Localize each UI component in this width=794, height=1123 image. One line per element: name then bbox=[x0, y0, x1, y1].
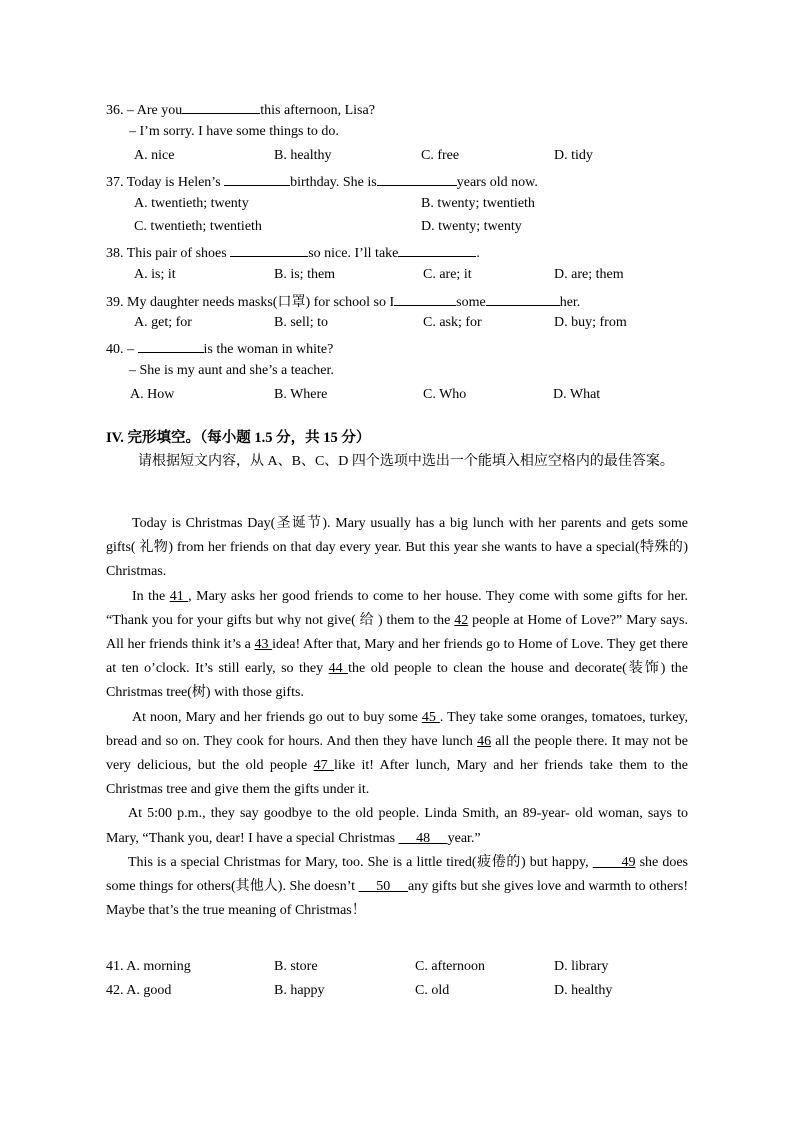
passage-paragraph-5 bbox=[106, 851, 688, 924]
passage-paragraph-4 bbox=[106, 802, 688, 850]
q42-option-c[interactable]: C. old bbox=[415, 983, 450, 998]
q37-option-a[interactable]: A. twentieth; twenty bbox=[134, 196, 249, 211]
q37-blank-1[interactable] bbox=[224, 171, 290, 186]
q37-text-b: birthday. She is bbox=[290, 175, 377, 190]
p4-text-a: At 5:00 p.m., they say goodbye to the old people. Linda Smith, an 89-year- old woman, says to Mary, “Thank you, dear! I have a special Christmas bbox=[106, 806, 688, 846]
passage-paragraph-3 bbox=[106, 706, 688, 803]
q39-option-a[interactable]: A. get; for bbox=[134, 315, 192, 330]
q38-option-a[interactable]: A. is; it bbox=[134, 267, 176, 282]
q41-option-d[interactable]: D. library bbox=[554, 959, 609, 974]
section-heading: IV. 完形填空。（每小题 1.5 分，共 15 分） bbox=[106, 430, 371, 446]
p2-text-b: , Mary asks her good friends to come to her house. They come with some gifts for her. “Thank you for your gifts but why not give( 给 ) them to the bbox=[106, 588, 688, 628]
blank-50[interactable]: 50 bbox=[358, 879, 409, 895]
q37-blank-2[interactable] bbox=[377, 171, 457, 186]
blank-48[interactable]: 48 bbox=[398, 830, 448, 846]
question-40-reply: – She is my aunt and she’s a teacher. bbox=[129, 363, 334, 378]
q38-text-b: so nice. I’ll take bbox=[308, 246, 399, 261]
p2-text-e: the old people to clean the house and decorate(装饰) the Christmas tree(树) with those gifts. bbox=[106, 661, 689, 701]
p2-text-a: In the bbox=[132, 588, 170, 604]
p2-text-d: idea! After that, Mary and her friends go to Home of Love. They get there at ten o’clock. It’s still early, so they bbox=[106, 637, 688, 677]
q37-text-a: 37. Today is Helen’s bbox=[106, 175, 225, 190]
q36-option-b[interactable]: B. healthy bbox=[274, 148, 332, 163]
q41-option-c[interactable]: C. afternoon bbox=[415, 959, 485, 974]
q36-option-d[interactable]: D. tidy bbox=[554, 148, 593, 163]
q42-option-a[interactable]: 42. A. good bbox=[106, 983, 172, 998]
q39-text-c: her. bbox=[559, 295, 581, 310]
q40-option-c[interactable]: C. Who bbox=[423, 387, 467, 402]
q39-text-a: 39. My daughter needs masks(口罩) for school so I bbox=[106, 295, 395, 310]
passage-paragraph-1: Today is Christmas Day(圣诞节). Mary usually has a big lunch with her parents and gets some gifts( 礼物) from her friends on that day every year. But this year she wants to have a special(特殊的) Christmas. bbox=[106, 516, 688, 580]
p5-text-a: This is a special Christmas for Mary, too. She is a little tired(疲倦的) but happy, bbox=[128, 854, 593, 870]
q42-option-d[interactable]: D. healthy bbox=[554, 983, 613, 998]
q36-option-c[interactable]: C. free bbox=[421, 148, 460, 163]
blank-44[interactable]: 44 bbox=[328, 661, 349, 677]
q41-option-a[interactable]: 41. A. morning bbox=[106, 959, 191, 974]
q40-text-a: 40. – bbox=[106, 342, 138, 357]
blank-45[interactable]: 45 bbox=[421, 709, 440, 725]
q38-blank-2[interactable] bbox=[398, 242, 476, 257]
q40-text-b: is the woman in white? bbox=[203, 342, 334, 357]
p3-text-a: At noon, Mary and her friends go out to buy some bbox=[132, 709, 422, 725]
question-39-stem bbox=[106, 291, 580, 312]
q39-option-c[interactable]: C. ask; for bbox=[423, 315, 482, 330]
q40-blank[interactable] bbox=[138, 338, 204, 353]
q36-option-a[interactable]: A. nice bbox=[134, 148, 175, 163]
p2-text-c: people at Home of Love?” Mary says. All her friends think it’s a bbox=[106, 612, 688, 653]
q37-option-b[interactable]: B. twenty; twentieth bbox=[421, 196, 535, 211]
q38-text-c: . bbox=[476, 246, 480, 261]
q39-text-b: some bbox=[456, 295, 486, 310]
passage-paragraph-2 bbox=[106, 585, 688, 706]
question-38-stem bbox=[106, 242, 480, 263]
q39-option-b[interactable]: B. sell; to bbox=[274, 315, 329, 330]
q37-text-c: years old now. bbox=[456, 175, 538, 190]
q37-option-d[interactable]: D. twenty; twenty bbox=[421, 219, 522, 234]
q36-text-a: 36. – Are you bbox=[106, 103, 183, 118]
q42-option-b[interactable]: B. happy bbox=[274, 983, 325, 998]
q36-text-b: this afternoon, Lisa? bbox=[260, 103, 375, 118]
p5-text-b: she does some things for others(其他人). She doesn’t bbox=[106, 854, 688, 895]
p5-text-c: any gifts but she gives love and warmth to others! Maybe that’s the true meaning of Christmas！ bbox=[106, 879, 688, 919]
section-instruction: 请根据短文内容，从 A、B、C、D 四个选项中选出一个能填入相应空格内的最佳答案。 bbox=[138, 454, 674, 469]
q40-option-b[interactable]: B. Where bbox=[274, 387, 328, 402]
blank-41[interactable]: 41 bbox=[169, 588, 189, 604]
q39-blank-2[interactable] bbox=[486, 291, 560, 306]
q37-option-c[interactable]: C. twentieth; twentieth bbox=[134, 219, 262, 234]
q39-blank-1[interactable] bbox=[394, 291, 456, 306]
p3-text-c: all the people there. It may not be very delicious, but the old people bbox=[106, 733, 688, 774]
q36-blank[interactable] bbox=[182, 99, 260, 114]
blank-47[interactable]: 47 bbox=[313, 758, 335, 774]
question-36-stem bbox=[106, 99, 375, 120]
blank-42[interactable]: 42 bbox=[454, 612, 469, 628]
p3-text-d: like it! After lunch, Mary and her friends take them to the Christmas tree and give them the gifts under it. bbox=[106, 758, 689, 798]
q38-option-d[interactable]: D. are; them bbox=[554, 267, 624, 282]
q38-option-b[interactable]: B. is; them bbox=[274, 267, 336, 282]
q39-option-d[interactable]: D. buy; from bbox=[554, 315, 627, 330]
q41-option-b[interactable]: B. store bbox=[274, 959, 318, 974]
cloze-passage bbox=[106, 512, 688, 923]
q38-text-a: 38. This pair of shoes bbox=[106, 246, 231, 261]
p4-text-b: year.” bbox=[447, 830, 481, 846]
blank-43[interactable]: 43 bbox=[254, 637, 273, 653]
question-36-reply: – I’m sorry. I have some things to do. bbox=[129, 124, 339, 139]
blank-49[interactable]: 49 bbox=[592, 854, 636, 870]
p3-text-b: . They take some oranges, tomatoes, turkey, bread and so on. They cook for hours. And then they have lunch bbox=[106, 709, 689, 749]
question-40-stem bbox=[106, 338, 333, 359]
q38-blank-1[interactable] bbox=[230, 242, 308, 257]
q40-option-d[interactable]: D. What bbox=[553, 387, 601, 402]
question-37-stem bbox=[106, 171, 538, 192]
q40-option-a[interactable]: A. How bbox=[130, 387, 175, 402]
q38-option-c[interactable]: C. are; it bbox=[423, 267, 472, 282]
blank-46[interactable]: 46 bbox=[477, 733, 492, 749]
